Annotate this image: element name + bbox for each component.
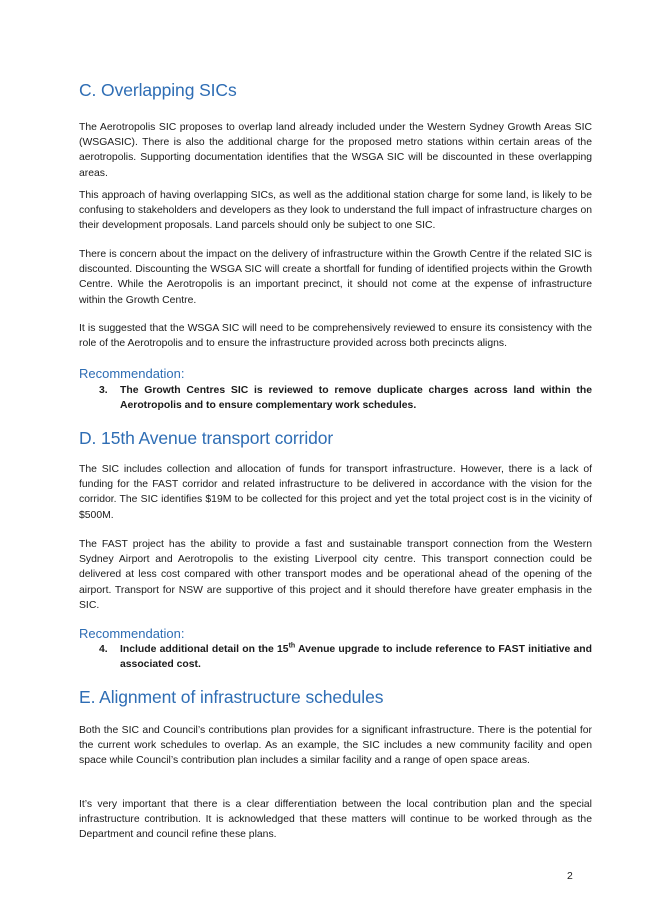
recommendation-4-text (120, 642, 592, 672)
section-d-recommendation-heading: Recommendation: (79, 626, 185, 641)
section-d-paragraph-1: The SIC includes collection and allocation of funds for transport infrastructure. However, there is a lack of funding for the FAST corridor and related infrastructure to be delivered in accordance with the vision for the corridor. The SIC identifies $19M to be collected for this project and yet the total project cost is in the vicinity of $500M. (79, 464, 592, 521)
section-c-paragraph-4: It is suggested that the WSGA SIC will need to be comprehensively reviewed to ensure its consistency with the role of the Aerotropolis and to ensure the infrastructure provided across both precincts aligns. (79, 323, 592, 350)
recommendation-3-number: 3. (99, 385, 108, 396)
recommendation-4-number: 4. (99, 644, 108, 655)
section-d-paragraph-2: The FAST project has the ability to provide a fast and sustainable transport connection from the Western Sydney Airport and Aerotropolis to the existing Liverpool city centre. This transport connection could be delivered at less cost compared with other transport modes and be operational ahead of the opening of the airport. Transport for NSW are supportive of this project and it should therefore have greater emphasis in the SIC. (79, 539, 592, 611)
recommendation-4 (99, 642, 592, 672)
section-e-paragraph-1: Both the SIC and Council’s contributions plan provides for a significant infrastructure. There is the potential for the current work schedules to overlap. As an example, the SIC includes a new community facility and open space while Council’s contribution plan includes a similar facility and a range of open space areas. (79, 725, 592, 767)
section-c-heading: C. Overlapping SICs (79, 80, 237, 100)
section-e-heading: E. Alignment of infrastructure schedules (79, 687, 384, 707)
section-e-paragraph-2: It’s very important that there is a clear differentiation between the local contribution plan and the special infrastructure contribution. It is acknowledged that these matters will continue to be worked through as the Department and council refine these plans. (79, 799, 592, 841)
section-c-paragraph-1: The Aerotropolis SIC proposes to overlap land already included under the Western Sydney Growth Areas SIC (WSGASIC). There is also the additional charge for the proposed metro stations within certain areas of the aerotropolis. Supporting documentation identifies that the WSGA SIC will be discounted in these overlapping areas. (79, 122, 592, 179)
section-c-paragraph-3: There is concern about the impact on the delivery of infrastructure within the Growth Centre if the related SIC is discounted. Discounting the WSGA SIC will create a shortfall for funding of identified projects within the Growth Centre. While the Aerotropolis is an important precinct, it should not come at the expense of infrastructure within the Growth Centre. (79, 249, 592, 306)
recommendation-4-text-end: Avenue upgrade to include reference to FAST initiative and associated cost. (120, 644, 593, 671)
recommendation-3-text: The Growth Centres SIC is reviewed to remove duplicate charges across land within the Aerotropolis and to ensure complementary work schedules. (120, 385, 592, 412)
section-d-heading: D. 15th Avenue transport corridor (79, 428, 334, 448)
section-c-recommendation-heading: Recommendation: (79, 366, 185, 381)
recommendation-3 (99, 383, 592, 413)
page-number: 2 (567, 871, 573, 882)
recommendation-4-superscript: th (288, 642, 296, 650)
section-c-paragraph-2: This approach of having overlapping SICs, as well as the additional station charge for some land, is likely to be confusing to stakeholders and developers as they look to understand the full impact of infrastructure charges on their development proposals. Land parcels should only be subject to one SIC. (79, 190, 592, 232)
recommendation-4-text-start: Include additional detail on the 15 (120, 644, 289, 655)
